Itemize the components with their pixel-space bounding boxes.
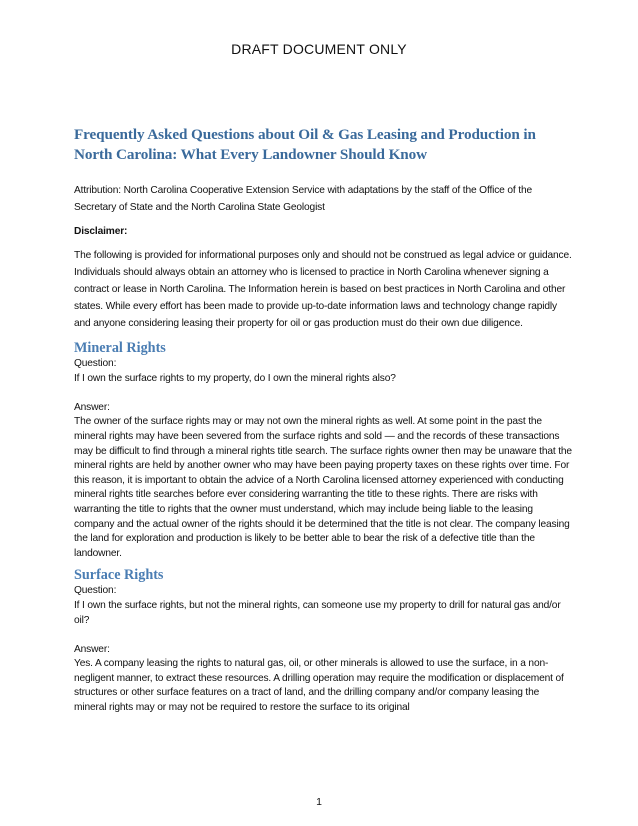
attribution-paragraph: Attribution: North Carolina Cooperative Extension Service with adaptations by the staff of the Office of the Secretary of State and the North Carolina State Geologist: [74, 185, 532, 213]
question-text: If I own the surface rights, but not the mineral rights, can someone use my property to drill for natural gas and/or oil?: [74, 599, 561, 626]
disclaimer-label: Disclaimer:: [74, 226, 128, 237]
answer-text: Yes. A company leasing the rights to natural gas, oil, or other minerals is allowed to use the surface, in a non-negligent manner, to extract these resources. A drilling operation may require the modification or displacement of structures or other surface features on a tract of land, and the drilling company and/or company leasing the mineral rights may or may not be required to restore the surface to its original: [74, 658, 564, 714]
document-body: [74, 125, 572, 716]
answer-label: Answer:: [74, 401, 110, 413]
section-surface-rights: [74, 566, 572, 715]
answer-label: Answer:: [74, 643, 110, 655]
disclaimer-paragraph: The following is provided for informational purposes only and should not be construed as legal advice or guidance. Individuals should always obtain an attorney who is licensed to practice in North Carolina whenever signing a contract or lease in North Carolina. The Information herein is based on best practices in North Carolina and other states. While every effort has been made to provide up-to-date information laws and technology change rapidly and anyone considering leasing their property for oil or gas production must do their own due diligence.: [74, 250, 572, 329]
section-heading: Mineral Rights: [74, 340, 166, 356]
answer-text: The owner of the surface rights may or may not own the mineral rights as well. At some point in the past the mineral rights may have been severed from the surface rights and sold — and the records of these transactions may be difficult to find through a mineral rights title search. The surface rights owner then may be unaware that the mineral rights are held by another owner who may have been paying property taxes on these rights over time. For this reason, it is important to obtain the advice of a North Carolina licensed attorney experienced with conducting mineral rights title searches before ever considering warranting the title to these rights. There are risks with warranting the title to rights that the owner must understand, which may include being liable to the leasing company and the actual owner of the rights should it be determined that the title is not clear. The company leasing the land for exploration and production is likely to be better able to bear the risk of a defective title than the landowner.: [74, 416, 572, 559]
section-mineral-rights: [74, 339, 572, 561]
question-label: Question:: [74, 585, 117, 597]
question-label: Question:: [74, 358, 117, 369]
document-title: Frequently Asked Questions about Oil & Gas Leasing and Production in North Carolina: What Every Landowner Should Know: [74, 126, 536, 163]
page-number: 1: [316, 796, 322, 808]
draft-header: DRAFT DOCUMENT ONLY: [231, 41, 407, 57]
question-text: If I own the surface rights to my property, do I own the mineral rights also?: [74, 372, 396, 384]
section-heading: Surface Rights: [74, 567, 164, 584]
